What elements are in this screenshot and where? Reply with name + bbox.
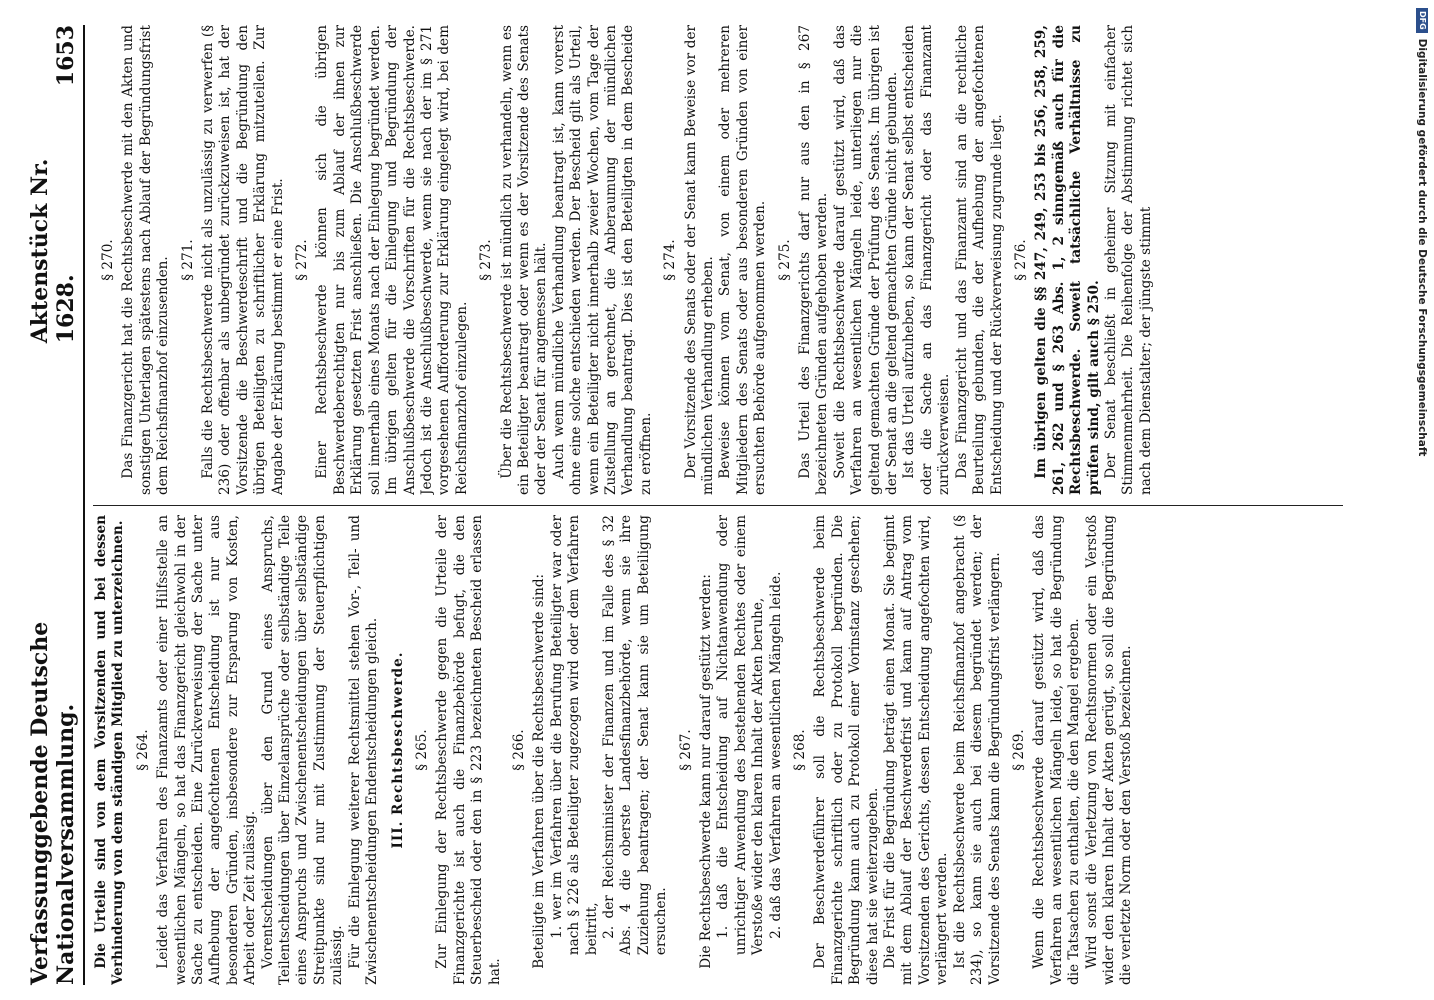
rotated-document-page <box>27 25 1345 985</box>
paragraph: Die Urteile sind von dem Vorsitzenden und bei dessen Verhinderung von dem ständigen Mitglied zu unterzeichnen. <box>93 515 127 985</box>
paragraph: Der Senat beschließt in geheimer Sitzung mit einfacher Stimmenmehrheit. Die Reihenfolge der Abstimmung richtet sich nach dem Dienstalter; der jüngste stimmt <box>1102 25 1154 495</box>
column-divider <box>93 505 1343 506</box>
paragraph: Ist die Rechtsbeschwerde beim Reichsfinanzhof angebracht (§ 234), so kann sie auch bei diesem begründet werden; der Vorsitzende des Senats kann die Begründungsfrist verlängern. <box>951 515 1003 985</box>
section-number: § 275. <box>776 239 793 281</box>
text-columns <box>93 25 1343 985</box>
paragraph: Die Frist für die Begründung beträgt einen Monat. Sie beginnt mit dem Ablauf der Beschwerdefrist und kann auf Antrag vom Vorsitzenden des Gerichts, dessen Entscheidung angefochten wird, verlängert werden. <box>882 515 951 985</box>
paragraph: Leidet das Verfahren des Finanzamts oder einer Hilfsstelle an wesentlichen Mängeln, so hat das Finanzgericht gleichwohl in der Sache zu entscheiden. Eine Zurückverweisung der Sache unter Aufhebung der angefochtenen Entscheidung ist nur aus besonderen Gründen, insbesondere zur Ersparung von Kosten, Arbeit oder Zeit zulässig. <box>155 515 259 985</box>
section-number: § 274. <box>662 239 679 281</box>
paragraph: Soweit die Rechtsbeschwerde darauf gestützt wird, daß das Verfahren an wesentlichen Mängeln leide, unterliegen nur die geltend gemachten Gründe der Prüfung des Senats. Im übrigen ist der Senat an die geltend gemachten Gründe nicht gebunden. <box>831 25 901 495</box>
paragraph: Über die Rechtsbeschwerde ist mündlich zu verhandeln, wenn es ein Beteiligter beantragt oder wenn es der Vorsitzende des Senats oder der Senat für angemessen hält. <box>498 25 550 495</box>
section-number: § 267. <box>677 729 694 771</box>
right-column <box>93 25 1343 495</box>
paragraph: Falls die Rechtsbeschwerde nicht als unzulässig zu verwerfen (§ 236) oder offenbar als unbegründet zurückzuweisen ist, hat der Vorsitzende die Beschwerdeschrift und die Begründung den übrigen Beteiligten zu schriftlicher Erklärung mitzuteilen. Zur Angabe der Erklärung bestimmt er eine Frist. <box>200 25 286 495</box>
page-number: 1653 <box>53 25 79 87</box>
paragraph: Die Rechtsbeschwerde kann nur darauf gestützt werden: <box>698 574 714 969</box>
paragraph: Wird sonst die Verletzung von Rechtsnormen oder ein Verstoß wider den klaren Inhalt der Akten gerügt, so soll die Begründung die verletzte Norm oder den Verstoß bezeichnen. <box>1083 515 1135 985</box>
digitization-credit <box>1414 8 1430 768</box>
header-document-number: Aktenstück Nr. 1628. <box>27 158 79 344</box>
paragraph: Wenn die Rechtsbeschwerde darauf gestützt wird, daß das Verfahren an wesentlichen Mängeln leide, so hat die Begründung die Tatsachen zu enthalten, die den Mangel ergeben. <box>1031 515 1083 985</box>
section-number: § 265. <box>413 729 430 771</box>
paragraph: Das Urteil des Finanzgerichts darf nur aus den in § 267 bezeichneten Gründen aufgehoben werden. <box>797 25 831 495</box>
dfg-logo: DFG <box>1416 8 1428 33</box>
paragraph: Das Finanzgericht hat die Rechtsbeschwerde mit den Akten und sonstigen Unterlagen spätestens nach Ablauf der Begründungsfrist dem Reichsfinanzhof einzusenden. <box>120 25 172 495</box>
section-number: § 273. <box>478 239 495 281</box>
page-header <box>27 25 85 985</box>
paragraph: Für die Einlegung weiterer Rechtsmittel stehen Vor-, Teil- und Zwischenentscheidungen Endentscheidungen gleich. <box>346 515 381 985</box>
section-number: § 270. <box>100 239 116 281</box>
section-number: § 268. <box>792 729 809 771</box>
paragraph: Das Finanzgericht und das Finanzamt sind an die rechtliche Beurteilung gebunden, die der Aufhebung der angefochtenen Entscheidung und der Rückverweisung zugrunde liegt. <box>953 25 1005 495</box>
paragraph: Im übrigen gelten die §§ 247, 249, 253 bis 256, 258, 259, 261, 262 und § 263 Abs. 1, 2 sinngemäß auch für die Rechtsbeschwerde. Soweit tatsächliche Verhältnisse zu prüfen sind, gilt auch § 250. <box>1033 25 1102 495</box>
section-number: § 264. <box>134 729 151 771</box>
paragraph: Einer Rechtsbeschwerde können sich die übrigen Beschwerdeberechtigten nur bis zum Ablauf der ihnen zur Erklärung gesetzten Frist anschließen. Die Anschlußbeschwerde soll innerhalb eines Monats nach der Einlegung begründet werden. Im übrigen gelten für die Einlegung und Begründung der Anschlußbeschwerde die Vorschriften für die Rechtsbeschwerde. Jedoch ist die Anschlußbeschwerde, wenn sie nach der im § 271 vorgesehenen Aufforderung zur Erklärung eingelegt wird, bei dem Reichsfinanzhof einzulegen. <box>314 25 470 495</box>
paragraph: Auch wenn mündliche Verhandlung beantragt ist, kann vorerst ohne eine solche entschieden werden. Der Bescheid gilt als Urteil, wenn ein Beteiligter nicht innerhalb zweier Wochen, vom Tage der Zustellung an gerechnet, die Anberaumung der mündlichen Verhandlung beantragt. Dies ist den Beteiligten in dem Bescheide zu eröffnen. <box>550 25 654 495</box>
chapter-heading: III. Rechtsbeschwerde. <box>389 651 406 849</box>
section-number: § 269. <box>1010 729 1027 771</box>
section-number: § 276. <box>1012 239 1029 281</box>
credit-text: Digitalisierung gefördert durch die Deutsche Forschungsgemeinschaft <box>1416 38 1428 457</box>
paragraph: Vorentscheidungen über den Grund eines Anspruchs, Teilentscheidungen über Einzelansprüche oder selbständige Teile eines Anspruchs und Zwischenentscheidungen über selbständige Streitpunkte sind nur mit Zustimmung der Steuerpflichtigen zulässig. <box>259 515 346 985</box>
paragraph: Beweise können vom Senat, von einem oder mehreren Mitgliedern des Senats oder aus besonderen Gründen von einer ersuchten Behörde aufgenommen werden. <box>717 25 769 495</box>
paragraph: Der Beschwerdeführer soll die Rechtsbeschwerde beim Finanzgerichte schriftlich oder zu Protokoll begründen. Die Begründung kann auch zu Protokoll einer Vorinstanz geschehen; diese hat sie weiterzugeben. <box>812 515 881 985</box>
list-item: 1. daß die Entscheidung auf Nichtanwendung oder unrichtiger Anwendung des bestehenden Rechtes oder einem Verstoße wider den klaren Inhalt der Akten beruhe, <box>715 515 767 956</box>
left-column <box>93 515 1343 985</box>
paragraph: Zur Einlegung der Rechtsbeschwerde gegen die Urteile der Finanzgerichte ist auch die Finanzbehörde befugt, die den Steuerbescheid oder den in § 223 bezeichneten Bescheid erlassen hat. <box>434 515 503 985</box>
digitization-credit-bar <box>1414 8 1430 768</box>
section-number: § 272. <box>294 239 311 281</box>
list-item: 1. wer im Verfahren über die Berufung Beteiligter war oder nach § 226 als Beteiligter zugezogen wird oder dem Verfahren beitritt, <box>548 515 600 956</box>
header-title: Verfassunggebende Deutsche Nationalversammlung. <box>27 621 79 985</box>
section-number: § 271. <box>179 239 196 281</box>
section-number: § 266. <box>510 729 527 771</box>
paragraph: Beteiligte im Verfahren über die Rechtsbeschwerde sind: <box>531 573 548 969</box>
list-item: 2. daß das Verfahren an wesentlichen Mängeln leide. <box>767 571 784 939</box>
list-item: 2. der Reichsminister der Finanzen und im Falle des § 32 Abs. 4 die oberste Landesfinanzbehörde, wenn sie ihre Zuziehung beantragen; der Senat kann sie um Beteiligung ersuchen. <box>600 515 670 956</box>
paragraph: Der Vorsitzende des Senats oder der Senat kann Beweise vor der mündlichen Verhandlung erheben. <box>682 25 716 495</box>
paragraph: Ist das Urteil aufzuheben, so kann der Senat selbst entscheiden oder die Sache an das Finanzgericht oder das Finanzamt zurückverweisen. <box>901 25 953 495</box>
